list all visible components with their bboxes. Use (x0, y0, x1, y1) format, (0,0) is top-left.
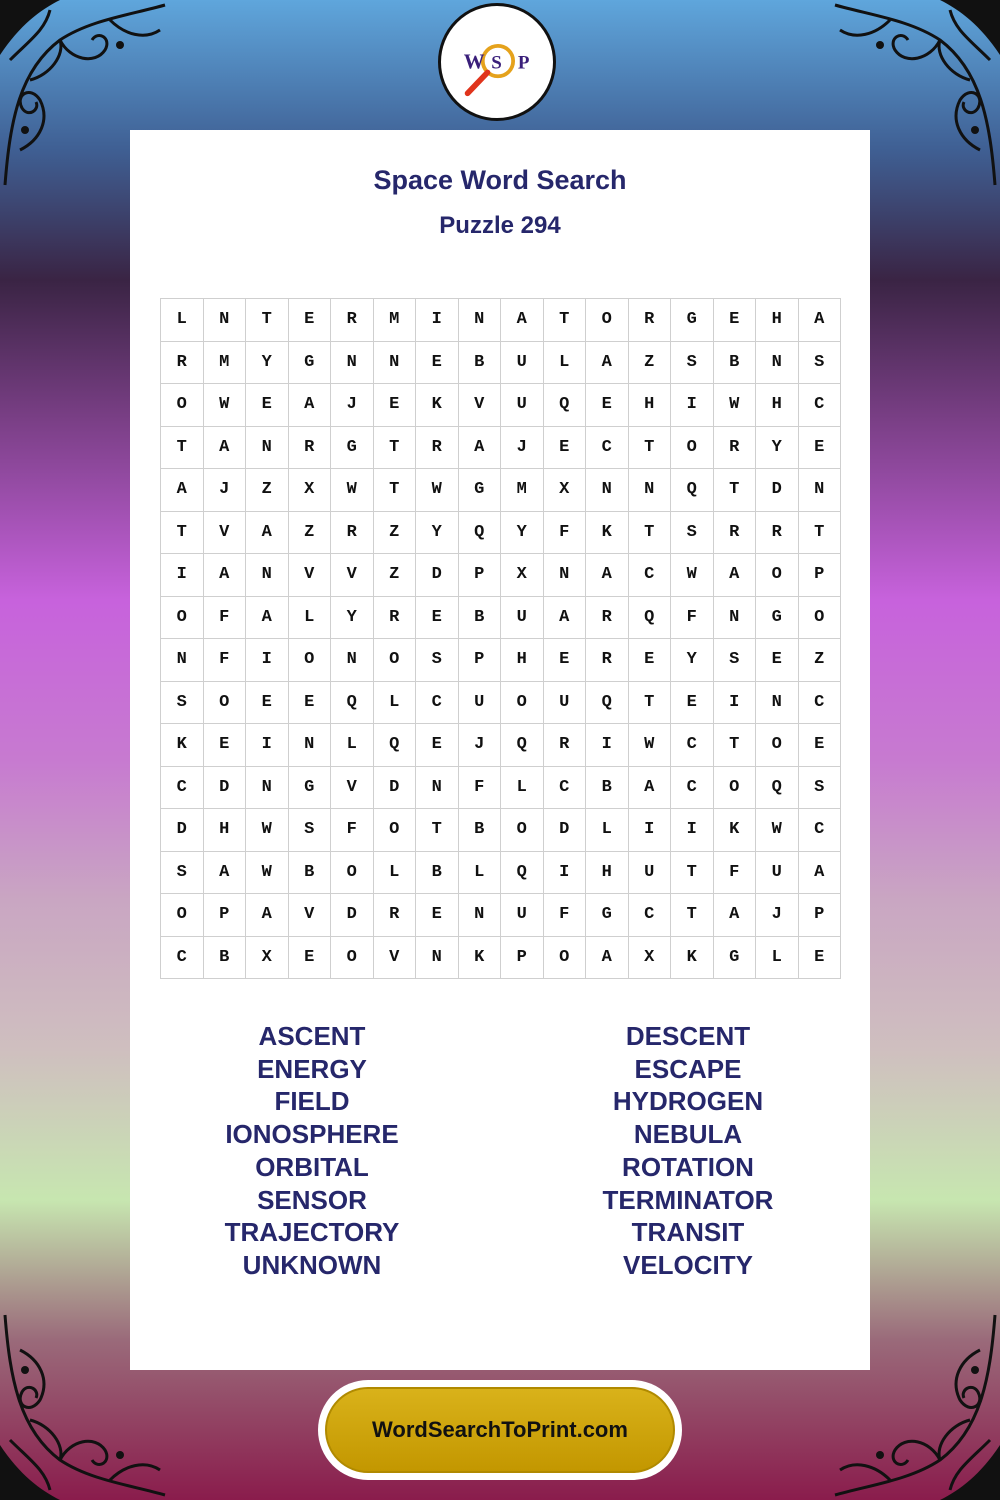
grid-cell[interactable]: R (586, 639, 629, 682)
grid-cell[interactable]: U (544, 682, 587, 725)
grid-cell[interactable]: O (374, 809, 417, 852)
grid-cell[interactable]: X (246, 937, 289, 980)
grid-cell[interactable]: L (459, 852, 502, 895)
grid-cell[interactable]: O (204, 682, 247, 725)
grid-cell[interactable]: N (246, 427, 289, 470)
grid-cell[interactable]: J (756, 894, 799, 937)
grid-cell[interactable]: S (671, 512, 714, 555)
logo-letter-s: S (491, 52, 502, 74)
grid-cell[interactable]: E (246, 682, 289, 725)
grid-cell[interactable]: B (459, 809, 502, 852)
grid-cell[interactable]: A (629, 767, 672, 810)
grid-cell[interactable]: C (586, 427, 629, 470)
grid-cell[interactable]: O (374, 639, 417, 682)
grid-cell[interactable]: R (586, 597, 629, 640)
grid-cell[interactable]: A (544, 597, 587, 640)
grid-cell[interactable]: A (586, 937, 629, 980)
grid-cell[interactable]: F (459, 767, 502, 810)
grid-cell[interactable]: H (756, 384, 799, 427)
grid-cell[interactable]: T (799, 512, 842, 555)
grid-cell[interactable]: C (799, 384, 842, 427)
grid-cell[interactable]: O (501, 682, 544, 725)
grid-cell[interactable]: J (331, 384, 374, 427)
grid-cell[interactable]: R (714, 512, 757, 555)
grid-cell[interactable]: Z (374, 512, 417, 555)
grid-cell[interactable]: V (331, 554, 374, 597)
grid-cell[interactable]: A (204, 852, 247, 895)
grid-cell[interactable]: L (331, 724, 374, 767)
wsp-logo (438, 3, 556, 121)
grid-cell[interactable]: C (671, 767, 714, 810)
grid-cell[interactable]: R (331, 512, 374, 555)
grid-cell[interactable]: L (374, 852, 417, 895)
grid-cell[interactable]: A (586, 342, 629, 385)
grid-cell[interactable]: A (204, 554, 247, 597)
grid-cell[interactable]: N (629, 469, 672, 512)
logo-letter-p: P (517, 52, 530, 74)
grid-cell[interactable]: U (501, 597, 544, 640)
grid-cell[interactable]: S (416, 639, 459, 682)
grid-cell[interactable]: O (331, 937, 374, 980)
grid-cell[interactable]: E (799, 427, 842, 470)
grid-cell[interactable]: T (714, 469, 757, 512)
grid-cell[interactable]: C (799, 809, 842, 852)
grid-cell[interactable]: Y (756, 427, 799, 470)
grid-cell[interactable]: C (799, 682, 842, 725)
grid-cell[interactable]: R (331, 299, 374, 342)
word-item: ROTATION (622, 1151, 754, 1182)
grid-cell[interactable]: W (331, 469, 374, 512)
grid-cell[interactable]: Q (586, 682, 629, 725)
grid-cell[interactable]: C (161, 937, 204, 980)
grid-cell[interactable]: J (501, 427, 544, 470)
grid-cell[interactable]: E (799, 724, 842, 767)
grid-cell[interactable]: V (331, 767, 374, 810)
grid-cell[interactable]: Y (501, 512, 544, 555)
grid-cell[interactable]: N (799, 469, 842, 512)
grid-cell[interactable]: H (756, 299, 799, 342)
word-item: HYDROGEN (612, 1086, 764, 1117)
grid-cell[interactable]: V (204, 512, 247, 555)
grid-cell[interactable]: N (374, 342, 417, 385)
grid-cell[interactable]: Z (629, 342, 672, 385)
grid-cell[interactable]: U (501, 342, 544, 385)
grid-cell[interactable]: R (374, 597, 417, 640)
grid-cell[interactable]: H (501, 639, 544, 682)
word-item: ENERGY (257, 1053, 367, 1084)
grid-cell[interactable]: L (756, 937, 799, 980)
grid-cell[interactable]: I (246, 639, 289, 682)
grid-cell[interactable]: A (204, 427, 247, 470)
grid-cell[interactable]: N (289, 724, 332, 767)
grid-cell[interactable]: Y (246, 342, 289, 385)
grid-cell[interactable]: I (629, 809, 672, 852)
grid-cell[interactable]: E (544, 639, 587, 682)
grid-cell[interactable]: W (416, 469, 459, 512)
grid-cell[interactable]: F (544, 894, 587, 937)
grid-cell[interactable]: F (204, 597, 247, 640)
grid-cell[interactable]: R (544, 724, 587, 767)
grid-cell[interactable]: N (544, 554, 587, 597)
grid-cell[interactable]: U (501, 384, 544, 427)
grid-cell[interactable]: I (416, 299, 459, 342)
grid-cell[interactable]: W (671, 554, 714, 597)
grid-cell[interactable]: W (246, 852, 289, 895)
grid-cell[interactable]: T (374, 469, 417, 512)
grid-cell[interactable]: I (246, 724, 289, 767)
word-item: IONOSPHERE (225, 1119, 399, 1150)
grid-cell[interactable]: X (544, 469, 587, 512)
grid-cell[interactable]: D (756, 469, 799, 512)
grid-cell[interactable]: W (629, 724, 672, 767)
grid-cell[interactable]: O (671, 427, 714, 470)
grid-cell[interactable]: G (331, 427, 374, 470)
puzzle-card (130, 130, 870, 1370)
grid-cell[interactable]: O (586, 299, 629, 342)
grid-cell[interactable]: T (629, 512, 672, 555)
grid-cell[interactable]: L (544, 342, 587, 385)
grid-cell[interactable]: I (671, 384, 714, 427)
grid-cell[interactable]: T (161, 512, 204, 555)
grid-cell[interactable]: Q (501, 724, 544, 767)
site-button[interactable] (318, 1380, 682, 1480)
grid-cell[interactable]: E (416, 724, 459, 767)
logo-letter-w: W (463, 49, 485, 74)
grid-cell[interactable]: K (586, 512, 629, 555)
grid-cell[interactable]: R (756, 512, 799, 555)
grid-cell[interactable]: X (501, 554, 544, 597)
grid-cell[interactable]: T (671, 894, 714, 937)
grid-cell[interactable]: Q (331, 682, 374, 725)
grid-cell[interactable]: Z (374, 554, 417, 597)
grid-cell[interactable]: T (416, 809, 459, 852)
grid-cell[interactable]: K (161, 724, 204, 767)
grid-cell[interactable]: N (161, 639, 204, 682)
grid-cell[interactable]: A (799, 299, 842, 342)
grid-cell[interactable]: J (204, 469, 247, 512)
grid-cell[interactable]: Z (246, 469, 289, 512)
grid-cell[interactable]: G (671, 299, 714, 342)
grid-cell[interactable]: E (714, 299, 757, 342)
grid-cell[interactable]: D (204, 767, 247, 810)
grid-cell[interactable]: Z (289, 512, 332, 555)
grid-cell[interactable]: S (289, 809, 332, 852)
letter-grid (160, 298, 841, 979)
grid-cell[interactable]: G (289, 342, 332, 385)
grid-cell[interactable]: N (459, 299, 502, 342)
grid-cell[interactable]: D (331, 894, 374, 937)
grid-cell[interactable]: C (161, 767, 204, 810)
grid-cell[interactable]: A (459, 427, 502, 470)
word-item: SENSOR (257, 1184, 367, 1215)
grid-cell[interactable]: V (289, 554, 332, 597)
word-item: ORBITAL (255, 1151, 369, 1182)
grid-cell[interactable]: E (756, 639, 799, 682)
grid-cell[interactable]: H (629, 384, 672, 427)
word-item: NEBULA (633, 1119, 743, 1150)
grid-cell[interactable]: N (714, 597, 757, 640)
grid-cell[interactable]: P (459, 554, 502, 597)
grid-cell[interactable]: N (331, 639, 374, 682)
grid-cell[interactable]: N (331, 342, 374, 385)
grid-cell[interactable]: E (544, 427, 587, 470)
grid-cell[interactable]: L (289, 597, 332, 640)
grid-cell[interactable]: W (756, 809, 799, 852)
grid-cell[interactable]: U (756, 852, 799, 895)
grid-cell[interactable]: Z (799, 639, 842, 682)
grid-cell[interactable]: I (544, 852, 587, 895)
word-item: VELOCITY (622, 1249, 753, 1280)
word-list-left (127, 1020, 497, 1282)
grid-cell[interactable]: E (586, 384, 629, 427)
grid-cell[interactable]: S (671, 342, 714, 385)
grid-cell[interactable]: A (799, 852, 842, 895)
grid-cell[interactable]: D (544, 809, 587, 852)
grid-cell[interactable]: E (629, 639, 672, 682)
grid-cell[interactable]: T (246, 299, 289, 342)
grid-cell[interactable]: N (246, 554, 289, 597)
grid-cell[interactable]: L (161, 299, 204, 342)
word-list-right (503, 1020, 873, 1282)
grid-cell[interactable]: A (161, 469, 204, 512)
word-item: TRAJECTORY (224, 1217, 400, 1248)
grid-cell[interactable]: T (161, 427, 204, 470)
grid-cell[interactable]: V (289, 894, 332, 937)
grid-cell[interactable]: N (756, 682, 799, 725)
grid-cell[interactable]: A (246, 597, 289, 640)
grid-cell[interactable]: R (714, 427, 757, 470)
grid-cell[interactable]: N (416, 937, 459, 980)
grid-cell[interactable]: O (756, 554, 799, 597)
grid-cell[interactable]: F (204, 639, 247, 682)
grid-cell[interactable]: D (161, 809, 204, 852)
page-title: Space Word Search (373, 165, 627, 195)
grid-cell[interactable]: G (289, 767, 332, 810)
grid-cell[interactable]: L (501, 767, 544, 810)
grid-cell[interactable]: E (289, 682, 332, 725)
grid-cell[interactable]: P (799, 894, 842, 937)
grid-cell[interactable]: O (161, 597, 204, 640)
grid-cell[interactable]: U (501, 894, 544, 937)
grid-cell[interactable]: O (161, 894, 204, 937)
grid-cell[interactable]: R (629, 299, 672, 342)
grid-cell[interactable]: B (714, 342, 757, 385)
grid-cell[interactable]: C (544, 767, 587, 810)
grid-cell[interactable]: S (161, 852, 204, 895)
grid-cell[interactable]: P (501, 937, 544, 980)
grid-cell[interactable]: C (671, 724, 714, 767)
grid-cell[interactable]: W (714, 384, 757, 427)
grid-cell[interactable]: U (629, 852, 672, 895)
grid-cell[interactable]: Q (374, 724, 417, 767)
grid-cell[interactable]: K (416, 384, 459, 427)
grid-cell[interactable]: A (714, 554, 757, 597)
grid-cell[interactable]: G (756, 597, 799, 640)
grid-cell[interactable]: A (501, 299, 544, 342)
grid-cell[interactable]: W (204, 384, 247, 427)
grid-cell[interactable]: V (459, 384, 502, 427)
grid-cell[interactable]: I (714, 682, 757, 725)
grid-cell[interactable]: A (289, 384, 332, 427)
grid-cell[interactable]: F (331, 809, 374, 852)
grid-cell[interactable]: O (799, 597, 842, 640)
word-item: DESCENT (625, 1021, 751, 1051)
grid-cell[interactable]: O (756, 724, 799, 767)
word-item: ESCAPE (634, 1053, 742, 1084)
grid-cell[interactable]: A (586, 554, 629, 597)
grid-cell[interactable]: T (374, 427, 417, 470)
grid-cell[interactable]: I (161, 554, 204, 597)
grid-cell[interactable]: X (289, 469, 332, 512)
grid-cell[interactable]: T (671, 852, 714, 895)
grid-cell[interactable]: I (586, 724, 629, 767)
grid-cell[interactable]: Q (459, 512, 502, 555)
grid-cell[interactable]: G (459, 469, 502, 512)
word-item: UNKNOWN (242, 1249, 382, 1280)
grid-cell[interactable]: B (289, 852, 332, 895)
grid-cell[interactable]: T (714, 724, 757, 767)
grid-cell[interactable]: P (204, 894, 247, 937)
puzzle-number: Puzzle 294 (439, 212, 561, 239)
grid-cell[interactable]: L (586, 809, 629, 852)
grid-cell[interactable]: X (629, 937, 672, 980)
grid-cell[interactable]: N (204, 299, 247, 342)
grid-cell[interactable]: Y (331, 597, 374, 640)
grid-cell[interactable]: Y (416, 512, 459, 555)
grid-cell[interactable]: O (501, 809, 544, 852)
grid-cell[interactable]: C (629, 554, 672, 597)
grid-cell[interactable]: E (246, 384, 289, 427)
grid-cell[interactable]: O (544, 937, 587, 980)
grid-cell[interactable]: E (289, 937, 332, 980)
grid-cell[interactable]: N (756, 342, 799, 385)
grid-cell[interactable]: B (586, 767, 629, 810)
grid-cell[interactable]: Q (671, 469, 714, 512)
grid-cell[interactable]: H (586, 852, 629, 895)
word-item: FIELD (274, 1086, 350, 1117)
grid-cell[interactable]: A (246, 894, 289, 937)
grid-cell[interactable]: L (374, 682, 417, 725)
grid-cell[interactable]: P (799, 554, 842, 597)
grid-cell[interactable]: K (714, 809, 757, 852)
grid-cell[interactable]: E (671, 682, 714, 725)
grid-cell[interactable]: E (289, 299, 332, 342)
grid-cell[interactable]: A (714, 894, 757, 937)
grid-cell[interactable]: R (374, 894, 417, 937)
grid-cell[interactable]: A (246, 512, 289, 555)
grid-cell[interactable]: B (416, 852, 459, 895)
grid-cell[interactable]: S (799, 342, 842, 385)
grid-cell[interactable]: E (374, 384, 417, 427)
grid-cell[interactable]: M (204, 342, 247, 385)
grid-cell[interactable]: W (246, 809, 289, 852)
grid-cell[interactable]: F (544, 512, 587, 555)
word-item: TRANSIT (631, 1217, 745, 1248)
site-button-label[interactable]: WordSearchToPrint.com (325, 1387, 675, 1473)
grid-cell[interactable]: E (416, 597, 459, 640)
grid-cell[interactable]: Y (671, 639, 714, 682)
grid-cell[interactable]: O (331, 852, 374, 895)
grid-cell[interactable]: Q (756, 767, 799, 810)
grid-cell[interactable]: Q (501, 852, 544, 895)
grid-cell[interactable]: H (204, 809, 247, 852)
grid-cell[interactable]: J (459, 724, 502, 767)
grid-cell[interactable]: F (714, 852, 757, 895)
grid-cell[interactable]: E (416, 894, 459, 937)
grid-cell[interactable]: T (544, 299, 587, 342)
grid-cell[interactable]: R (289, 427, 332, 470)
grid-cell[interactable]: K (671, 937, 714, 980)
grid-cell[interactable]: M (501, 469, 544, 512)
grid-cell[interactable]: S (714, 639, 757, 682)
grid-cell[interactable]: S (799, 767, 842, 810)
grid-cell[interactable]: N (586, 469, 629, 512)
grid-cell[interactable]: D (416, 554, 459, 597)
grid-cell[interactable]: E (416, 342, 459, 385)
grid-cell[interactable]: V (374, 937, 417, 980)
word-item: ASCENT (258, 1021, 366, 1051)
grid-cell[interactable]: R (416, 427, 459, 470)
grid-cell[interactable]: F (671, 597, 714, 640)
grid-cell[interactable]: O (714, 767, 757, 810)
grid-cell[interactable]: E (204, 724, 247, 767)
grid-cell[interactable]: S (161, 682, 204, 725)
grid-cell[interactable]: O (161, 384, 204, 427)
grid-cell[interactable]: B (204, 937, 247, 980)
grid-cell[interactable]: N (246, 767, 289, 810)
grid-cell[interactable]: N (416, 767, 459, 810)
grid-cell[interactable]: T (629, 682, 672, 725)
grid-cell[interactable]: R (161, 342, 204, 385)
grid-cell[interactable]: I (671, 809, 714, 852)
grid-cell[interactable]: O (289, 639, 332, 682)
grid-cell[interactable]: Q (544, 384, 587, 427)
grid-cell[interactable]: M (374, 299, 417, 342)
grid-cell[interactable]: C (416, 682, 459, 725)
word-item: TERMINATOR (602, 1184, 774, 1215)
grid-cell[interactable]: C (629, 894, 672, 937)
grid-cell[interactable]: K (459, 937, 502, 980)
grid-cell[interactable]: B (459, 597, 502, 640)
grid-cell[interactable]: U (459, 682, 502, 725)
magnifier-handle (468, 72, 488, 93)
grid-cell[interactable]: P (459, 639, 502, 682)
grid-cell[interactable]: D (374, 767, 417, 810)
grid-cell[interactable]: T (629, 427, 672, 470)
grid-cell[interactable]: E (799, 937, 842, 980)
grid-cell[interactable]: G (586, 894, 629, 937)
grid-cell[interactable]: B (459, 342, 502, 385)
grid-cell[interactable]: Q (629, 597, 672, 640)
grid-cell[interactable]: N (459, 894, 502, 937)
grid-cell[interactable]: G (714, 937, 757, 980)
